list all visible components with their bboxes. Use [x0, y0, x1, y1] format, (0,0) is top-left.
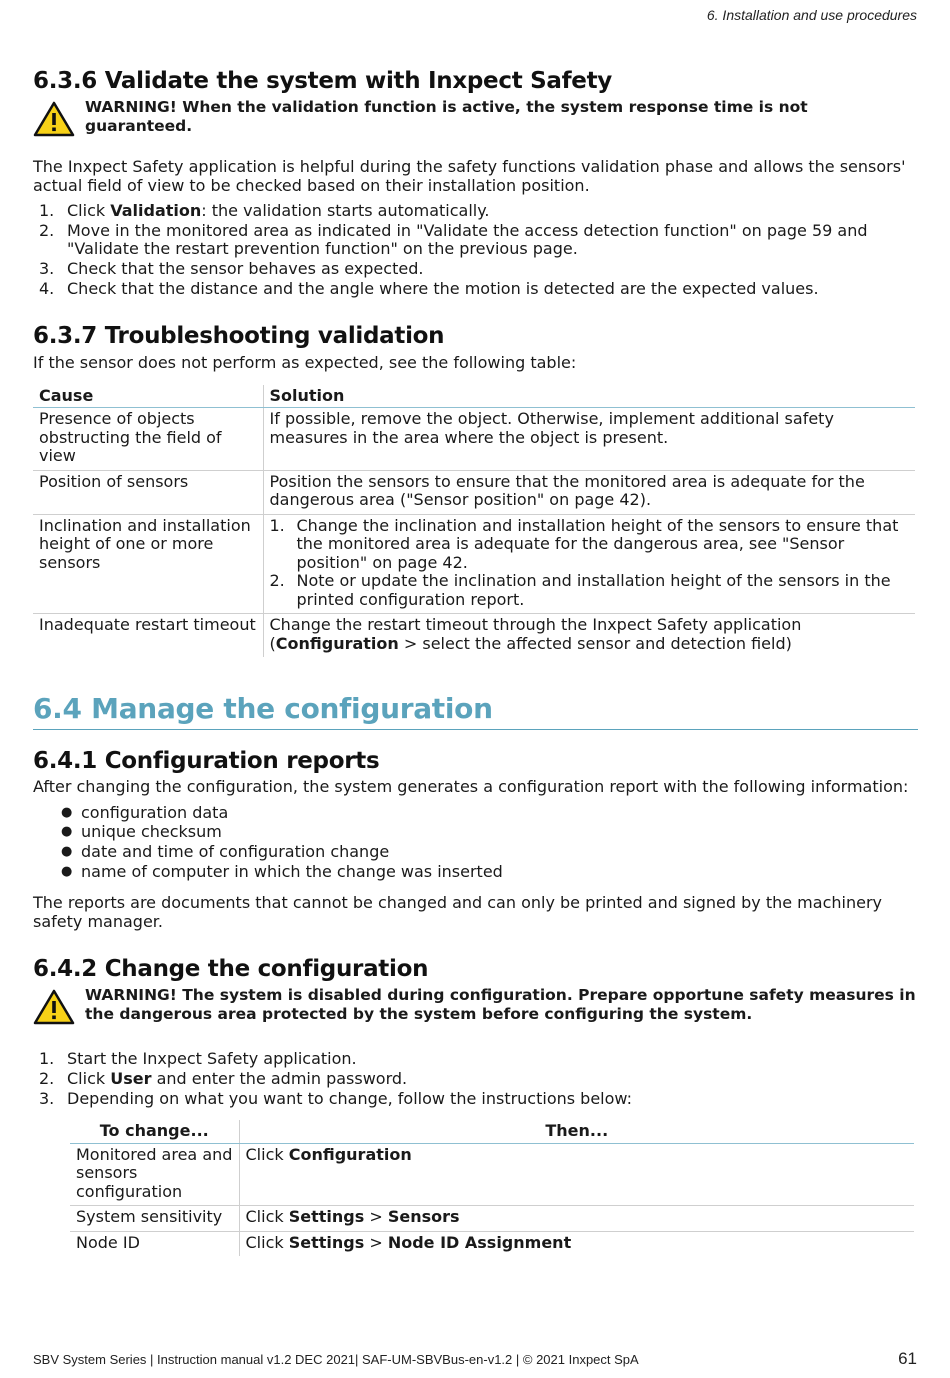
footer-text: SBV System Series | Instruction manual v1.2 DEC 2021| SAF-UM-SBVBus-en-v1.2 | © 2021 Inxpect SpA — [33, 1352, 639, 1367]
list-item: ● date and time of configuration change — [61, 841, 390, 861]
reports-intro: After changing the configuration, the system generates a configuration report with the following information: — [33, 777, 909, 797]
section-6-4-2-title: 6.4.2 Change the configuration — [33, 956, 429, 983]
change-config-table — [70, 1120, 914, 1256]
table-row — [70, 1231, 914, 1256]
then-cell: Click Settings > Node ID Assignment — [239, 1231, 914, 1256]
warning-validation — [33, 98, 918, 137]
section-6-3-6-title: 6.3.6 Validate the system with Inxpect Safety — [33, 68, 612, 94]
table-row — [33, 470, 915, 514]
column-header-to-change: To change... — [70, 1120, 239, 1143]
list-item: 1. Change the inclination and installation height of the sensors to ensure that the monitored area is adequate for the dangerous area, see "Sensor position" on page 42. — [269, 515, 899, 572]
table-row — [33, 614, 915, 658]
column-header-solution: Solution — [263, 385, 915, 408]
table-row — [70, 1206, 914, 1232]
warning-configuration — [33, 986, 918, 1025]
warning-triangle-icon — [33, 989, 75, 1025]
list-item: ● name of computer in which the change was inserted — [61, 861, 503, 881]
table-header-row — [33, 385, 915, 408]
cause-cell: Inclination and installation height of one or more sensors — [33, 514, 263, 614]
solution-cell: Position the sensors to ensure that the monitored area is adequate for the dangerous area ("Sensor position" on page 42). — [263, 470, 915, 514]
column-header-cause: Cause — [33, 385, 263, 408]
list-item: 2. Click User and enter the admin password. — [39, 1068, 408, 1088]
solution-cell: If possible, remove the object. Otherwise, implement additional safety measures in the area where the object is present. — [269, 409, 834, 447]
validation-intro: The Inxpect Safety application is helpful during the safety functions validation phase and allows the sensors' actual field of view to be checked based on their installation position. — [33, 157, 906, 195]
configuration-steps — [33, 1050, 918, 1108]
section-6-3-7-title: 6.3.7 Troubleshooting validation — [33, 323, 445, 350]
column-header-then: Then... — [239, 1120, 914, 1143]
table-row — [33, 408, 915, 471]
cause-cell: Presence of objects obstructing the field of view — [33, 408, 263, 471]
validation-steps — [33, 202, 918, 298]
list-item: 3. Check that the sensor behaves as expected. — [39, 258, 424, 278]
solution-cell: Change the restart timeout through the Inxpect Safety application (Configuration > select the affected sensor and detection field) — [263, 614, 915, 658]
solution-steps — [270, 517, 910, 610]
section-6-4-1-title: 6.4.1 Configuration reports — [33, 748, 380, 775]
change-cell: System sensitivity — [70, 1206, 239, 1232]
table-row — [70, 1143, 914, 1206]
list-item: 2. Note or update the inclination and installation height of the sensors in the printed configuration report. — [269, 571, 891, 609]
running-header: 6. Installation and use procedures — [706, 7, 917, 23]
warning-text: WARNING! The system is disabled during configuration. Prepare opportune safety measures in the dangerous area protected by the system before configuring the system. — [85, 986, 916, 1023]
then-cell: Click Settings > Sensors — [239, 1206, 914, 1232]
page-content — [33, 66, 918, 1256]
list-item: 4. Check that the distance and the angle where the motion is detected are the expected values. — [39, 278, 819, 298]
warning-text: WARNING! When the validation function is active, the system response time is not guaranteed. — [85, 98, 808, 135]
troubleshooting-intro: If the sensor does not perform as expected, see the following table: — [33, 353, 577, 373]
section-6-4-title: 6.4 Manage the configuration — [33, 691, 918, 730]
page-number: 61 — [898, 1349, 917, 1368]
list-item: 3. Depending on what you want to change, follow the instructions below: — [39, 1088, 633, 1108]
list-item: ● unique checksum — [61, 822, 222, 842]
list-item: 2. Move in the monitored area as indicated in "Validate the access detection function" on page 59 and "Validate the restart prevention function" on the previous page. — [39, 220, 868, 259]
report-contents-list — [33, 804, 918, 882]
cause-cell: Inadequate restart timeout — [33, 614, 263, 658]
change-cell: Monitored area and sensors configuration — [70, 1143, 239, 1206]
troubleshooting-table — [33, 385, 915, 658]
page-footer — [33, 1349, 917, 1369]
list-item: 1. Start the Inxpect Safety application. — [39, 1049, 357, 1069]
warning-triangle-icon — [33, 101, 75, 137]
change-cell: Node ID — [70, 1231, 239, 1256]
table-header-row — [70, 1120, 914, 1143]
solution-cell — [263, 514, 915, 614]
table-row — [33, 514, 915, 614]
cause-cell: Position of sensors — [33, 470, 263, 514]
list-item: ● configuration data — [61, 802, 229, 822]
reports-outro: The reports are documents that cannot be changed and can only be printed and signed by the machinery safety manager. — [33, 893, 882, 931]
then-cell: Click Configuration — [245, 1144, 412, 1164]
list-item: 1. Click Validation: the validation starts automatically. — [39, 201, 490, 220]
